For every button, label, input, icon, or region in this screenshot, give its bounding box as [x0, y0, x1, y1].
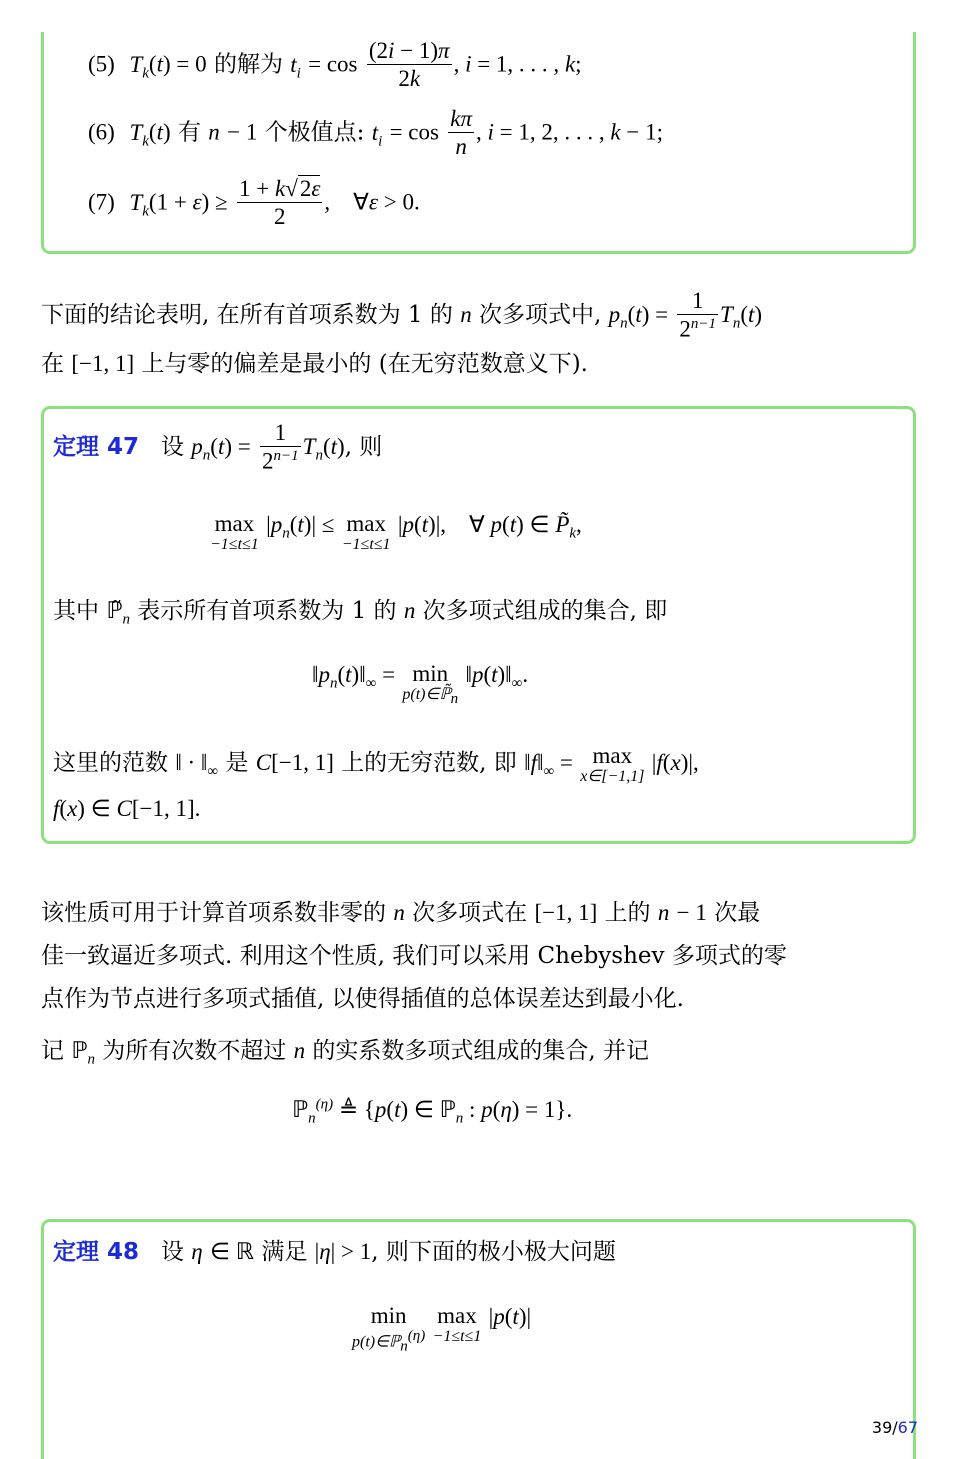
item-6: (6) $T_k(t)$ 有 n − 1 个极值点: $t_i = \cos$ $\frac{k\pi}{n}$ , i = 1, 2, . . . , k − 1; [88, 106, 663, 160]
theorem-48-title: 定理 48 [53, 1239, 140, 1265]
theorem-48-statement: 定理 48 设 η ∈ ℝ 满足 |η| > 1, 则下面的极小极大问题 [53, 1239, 616, 1265]
theorem-47-statement: 定理 47 设 $p_n(t)$ = $\frac{1}{2^{n-1}}$ $T_n(t)$, 则 [53, 420, 383, 475]
para2-line-3: 点作为节点进行多项式插值, 以使得插值的总体误差达到最小化. [41, 986, 684, 1012]
theorem-47-norm-def-2: f(x) ∈ C[−1, 1]. [53, 796, 201, 821]
para2-line-2: 佳一致逼近多项式. 利用这个性质, 我们可以采用 Chebyshev 多项式的零 [41, 943, 787, 969]
intro-line-2: 在 [−1, 1] 上与零的偏差是最小的 (在无穷范数意义下). [41, 351, 588, 377]
theorem-47-inequality: max −1≤t≤1 $|p_n(t)|$ ≤ max −1≤t≤1 |p(t)|, ∀ p(t) ∈ $P̃_k$, [210, 511, 582, 554]
intro-line-1: 下面的结论表明, 在所有首项系数为 1 的 n 次多项式中, $p_n(t)$ = $\frac{1}{2^{n-1}}$ $T_n(t)$ [41, 288, 763, 343]
theorem-48-minmax: min p(t)∈ℙ$_n^{(\eta)}$ max −1≤t≤1 |p(t)| [352, 1303, 532, 1355]
item-7: (7) $T_k(1 + \varepsilon)$ ≥ $\frac{1 + k√2\varepsilon}{2}$ , ∀ε > 0. [88, 176, 420, 230]
theorem-47-norm-eq: $‖p_n(t)‖_\infty$ = min $p(t)\in ℙ̃_n$ $‖p(t)‖_\infty$. [312, 661, 529, 708]
item-5: (5) $T_k(t) = 0$ 的解为 $t_i = \cos$ $\frac{(2i - 1)\pi}{2k}$ , i = 1, . . . , k; [88, 38, 582, 92]
theorem-47-where: 其中 $ℙ̃_n$ 表示所有首项系数为 1 的 n 次多项式组成的集合, 即 [53, 598, 668, 628]
theorem-47-title: 定理 47 [53, 433, 140, 460]
para3-line-1: 记 ℙ$_n$ 为所有次数不超过 n 的实系数多项式组成的集合, 并记 [41, 1038, 650, 1068]
theorem-47-norm-def: 这里的范数 ‖ · $‖_\infty$ 是 C[−1, 1] 上的无穷范数, 即 $‖f‖_\infty$ = max x∈[−1,1] |f(x)|, [53, 743, 699, 786]
page-number: 39/67 [871, 1418, 918, 1437]
para2-line-1: 该性质可用于计算首项系数非零的 n 次多项式在 [−1, 1] 上的 n − 1 次最 [41, 900, 761, 926]
set-definition: ℙ$_n^{(\eta)}$ ≜ {p(t) ∈ ℙ$_n$ : p(η) = 1}. [292, 1096, 573, 1127]
